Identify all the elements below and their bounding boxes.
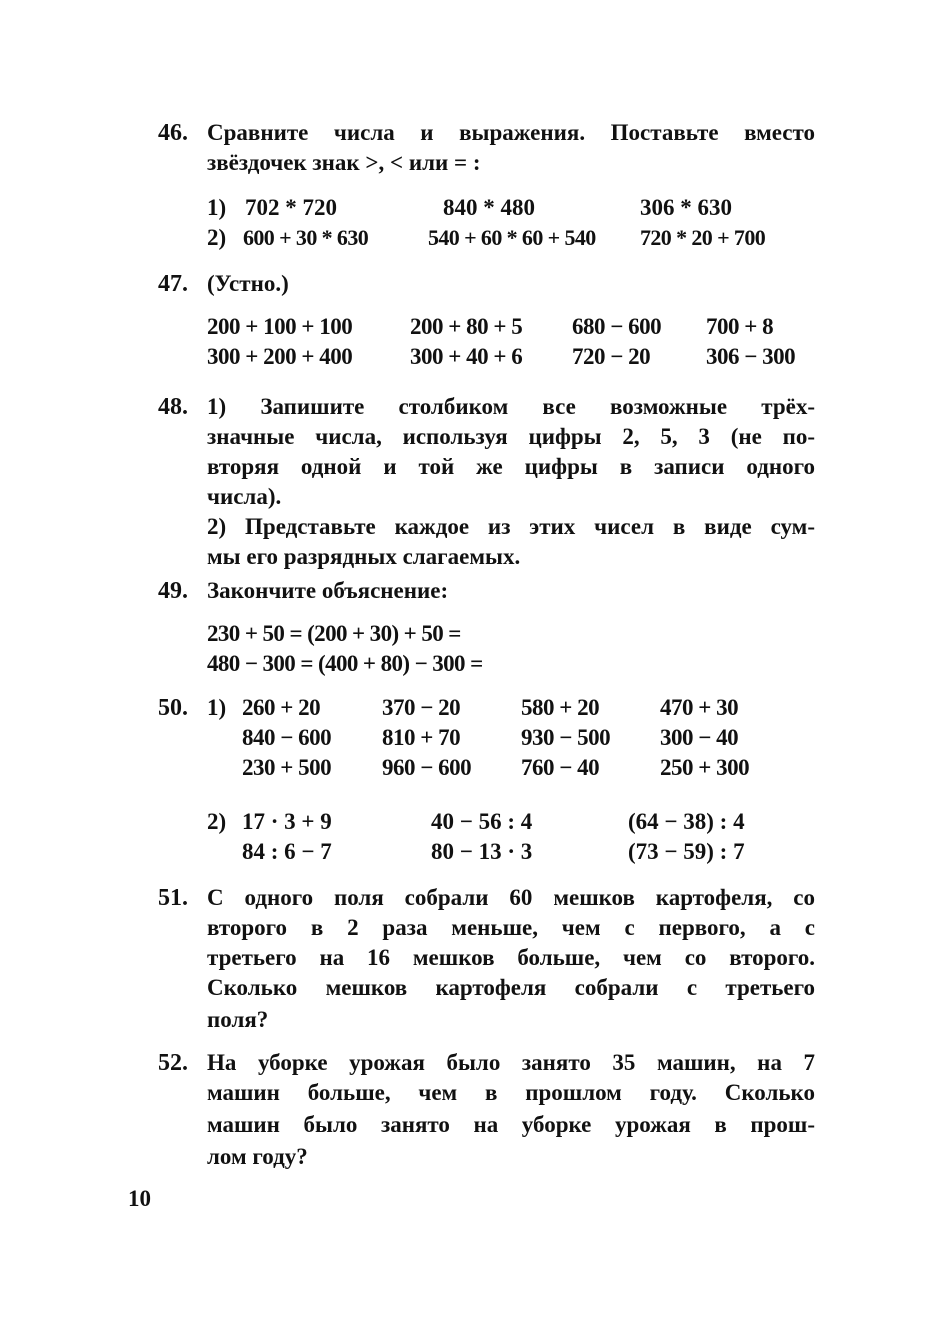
expression: 300 + 200 + 400 bbox=[207, 344, 353, 369]
expression: 230 + 500 bbox=[242, 755, 332, 780]
expression: 200 + 80 + 5 bbox=[410, 314, 523, 339]
text-line: Сколько мешков картофеля собрали с третьего bbox=[207, 975, 815, 1000]
expression: 930 − 500 bbox=[521, 725, 611, 750]
expression: 230 + 50 = (200 + 30) + 50 = bbox=[207, 621, 461, 646]
exercise-number: 50. bbox=[158, 695, 188, 721]
expression: 370 − 20 bbox=[382, 695, 461, 720]
exercise-number: 47. bbox=[158, 271, 188, 297]
text-line: Сравните числа и выражения. Поставьте вместо bbox=[207, 120, 815, 145]
expression: 470 + 30 bbox=[660, 695, 739, 720]
expression: 540 + 60 * 60 + 540 bbox=[428, 225, 596, 250]
exercise-number: 49. bbox=[158, 578, 188, 604]
expression: (64 − 38) : 4 bbox=[628, 809, 745, 834]
expression: 580 + 20 bbox=[521, 695, 600, 720]
text-line: На уборке урожая было занято 35 машин, на 7 bbox=[207, 1050, 815, 1075]
expression: 260 + 20 bbox=[242, 695, 321, 720]
expression: 700 + 8 bbox=[706, 314, 774, 339]
expression: 80 − 13 · 3 bbox=[431, 839, 533, 864]
part-label: 2) bbox=[207, 225, 227, 250]
expression: 306 − 300 bbox=[706, 344, 796, 369]
part-label: 2) bbox=[207, 809, 227, 834]
expression: 840 * 480 bbox=[443, 195, 535, 220]
expression: 200 + 100 + 100 bbox=[207, 314, 353, 339]
text-line: 2) Представьте каждое из этих чисел в виде сум- bbox=[207, 514, 815, 539]
part-label: 1) bbox=[207, 195, 227, 220]
text-line: числа). bbox=[207, 484, 282, 509]
expression: 840 − 600 bbox=[242, 725, 332, 750]
text-line: машин было занято на уборке урожая в прош- bbox=[207, 1112, 815, 1137]
expression: 680 − 600 bbox=[572, 314, 662, 339]
exercise-number: 46. bbox=[158, 120, 188, 146]
text-line: третьего на 16 мешков больше, чем со второго. bbox=[207, 945, 815, 970]
expression: 250 + 300 bbox=[660, 755, 750, 780]
exercise-number: 52. bbox=[158, 1050, 188, 1076]
exercise-title: (Устно.) bbox=[207, 271, 289, 296]
expression: 702 * 720 bbox=[245, 195, 337, 220]
part-label: 1) bbox=[207, 695, 227, 720]
expression: 720 − 20 bbox=[572, 344, 651, 369]
exercise-number: 51. bbox=[158, 885, 188, 911]
expression: 84 : 6 − 7 bbox=[242, 839, 332, 864]
text-line: значные числа, используя цифры 2, 5, 3 (не по- bbox=[207, 424, 815, 449]
text-line: мы его разрядных слагаемых. bbox=[207, 544, 521, 569]
text-line: С одного поля собрали 60 мешков картофеля, со bbox=[207, 885, 815, 910]
text-line: второго в 2 раза меньше, чем с первого, а с bbox=[207, 915, 815, 940]
text-line: 1) Запишите столбиком все возможные трёх- bbox=[207, 394, 815, 419]
expression: 300 + 40 + 6 bbox=[410, 344, 523, 369]
expression: 600 + 30 * 630 bbox=[243, 225, 369, 250]
expression: (73 − 59) : 7 bbox=[628, 839, 745, 864]
text-line: поля? bbox=[207, 1007, 269, 1032]
page-number: 10 bbox=[128, 1186, 151, 1211]
expression: 720 * 20 + 700 bbox=[640, 225, 766, 250]
expression: 810 + 70 bbox=[382, 725, 461, 750]
exercise-number: 48. bbox=[158, 394, 188, 420]
text-line: лом году? bbox=[207, 1144, 308, 1169]
expression: 480 − 300 = (400 + 80) − 300 = bbox=[207, 651, 483, 676]
text-line: вторяя одной и той же цифры в записи одного bbox=[207, 454, 815, 479]
expression: 960 − 600 bbox=[382, 755, 472, 780]
expression: 40 − 56 : 4 bbox=[431, 809, 533, 834]
expression: 760 − 40 bbox=[521, 755, 600, 780]
expression: 300 − 40 bbox=[660, 725, 739, 750]
text-line: машин больше, чем в прошлом году. Сколько bbox=[207, 1080, 815, 1105]
exercise-title: Закончите объяснение: bbox=[207, 578, 449, 603]
expression: 306 * 630 bbox=[640, 195, 732, 220]
expression: 17 · 3 + 9 bbox=[242, 809, 332, 834]
text-line: звёздочек знак >, < или = : bbox=[207, 150, 481, 175]
